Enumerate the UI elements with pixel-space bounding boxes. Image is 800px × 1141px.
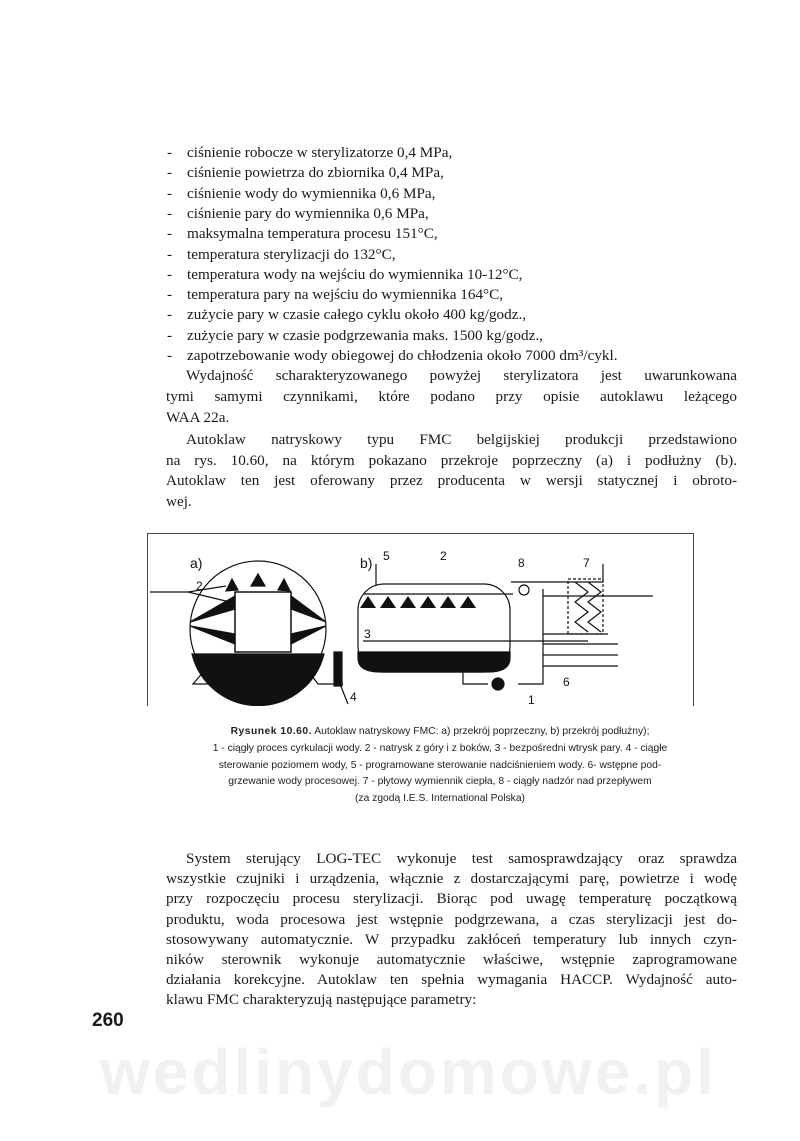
- label-6: 6: [563, 675, 570, 689]
- text-line: klawu FMC charakteryzują następujące parametry:: [166, 991, 477, 1009]
- text-line: stosowywany automatycznie. W przypadku zakłóceń temperatury lub innych czyn-: [166, 930, 737, 948]
- text-line: na rys. 10.60, na którym pokazano przekroje poprzeczny (a) i podłużny (b).: [166, 452, 737, 469]
- label-1: 1: [528, 693, 535, 706]
- label-7: 7: [583, 556, 590, 570]
- cross-section-diagram: [150, 561, 357, 706]
- text-line: tymi samymi czynnikami, które podano przy opisie autoklawu leżącego: [166, 388, 737, 405]
- label-5: 5: [383, 549, 390, 563]
- text-line: wszystkie czujniki i urządzenia, włącznie z dostarczającymi parę, powietrze i wodę: [166, 870, 737, 888]
- list-dash: -: [167, 306, 173, 324]
- label-8: 8: [518, 556, 525, 570]
- label-3: 3: [364, 627, 371, 641]
- list-dash: -: [167, 326, 173, 344]
- caption-text: Autoklaw natryskowy FMC: a) przekrój poprzeczny, b) przekrój podłużny);: [314, 726, 650, 737]
- caption-line: (za zgodą I.E.S. International Polska): [355, 793, 525, 804]
- caption-label: Rysunek 10.60.: [230, 726, 312, 737]
- text-line: przy rozpoczęciu procesu sterylizacji. Biorąc pod uwagę temperaturę początkową: [166, 890, 737, 908]
- list-item: ciśnienie wody do wymiennika 0,6 MPa,: [187, 184, 436, 202]
- list-item: ciśnienie robocze w sterylizatorze 0,4 MPa,: [187, 144, 453, 161]
- list-dash: -: [167, 204, 173, 222]
- list-item: zużycie pary w czasie całego cyklu około 400 kg/godz.,: [187, 306, 527, 324]
- label-a: a): [190, 555, 203, 571]
- figure-autoclave-diagram: [147, 533, 694, 706]
- text-line: Autoklaw natryskowy typu FMC belgijskiej produkcji przedstawiono: [186, 431, 737, 448]
- label-2b: 2: [440, 549, 447, 563]
- list-dash: -: [167, 225, 173, 243]
- list-item: temperatura sterylizacji do 132°C,: [187, 245, 396, 263]
- label-2a: 2: [196, 579, 203, 593]
- list-item: ciśnienie pary do wymiennika 0,6 MPa,: [187, 204, 429, 222]
- list-item: zużycie pary w czasie podgrzewania maks. 1500 kg/godz.,: [187, 326, 543, 344]
- text-line: ników sterownik wykonuje automatycznie właściwe, wstępnie zaprogramowane: [166, 951, 737, 968]
- text-line: Autoklaw ten jest oferowany przez producenta w wersji statycznej i obroto-: [166, 472, 737, 489]
- text-line: Wydajność scharakteryzowanego powyżej sterylizatora jest uwarunkowana: [186, 367, 737, 384]
- list-dash: -: [167, 164, 173, 182]
- text-line: działania korekcyjne. Autoklaw ten spełnia wymagania HACCP. Wydajność auto-: [166, 971, 737, 989]
- label-b: b): [360, 555, 373, 571]
- longitudinal-section-diagram: [358, 549, 653, 706]
- caption-line: sterowanie poziomem wody, 5 - programowane sterowanie nadciśnieniem wody. 6- wstępne pod-: [218, 760, 662, 771]
- caption-line: [150, 726, 730, 737]
- list-item: zapotrzebowanie wody obiegowej do chłodzenia około 7000 dm³/cykl.: [187, 347, 618, 364]
- label-4: 4: [350, 690, 357, 704]
- watermark: wedlinydomowe.pl: [100, 1036, 717, 1108]
- list-dash: -: [167, 347, 173, 364]
- list-item: maksymalna temperatura procesu 151°C,: [187, 225, 438, 243]
- text-line: System sterujący LOG-TEC wykonuje test samosprawdzający oraz sprawdza: [186, 850, 737, 867]
- page-number: 260: [92, 1010, 124, 1031]
- list-dash: -: [167, 286, 173, 304]
- list-dash: -: [167, 245, 173, 263]
- caption-line: 1 - ciągły proces cyrkulacji wody. 2 - natrysk z góry i z boków, 3 - bezpośredni wtrysk pary. 4 - ciągłe: [212, 743, 668, 754]
- list-dash: -: [167, 265, 173, 283]
- text-line: wej.: [166, 493, 192, 510]
- list-dash: -: [167, 184, 173, 202]
- list-item: temperatura wody na wejściu do wymiennika 10-12°C,: [187, 265, 523, 283]
- caption-line: grzewanie wody procesowej. 7 - płytowy wymiennik ciepła, 8 - ciągły nadzór nad przepływem: [228, 776, 652, 787]
- text-line: produktu, woda procesowa jest wstępnie podgrzewana, a czas sterylizacji jest do-: [166, 910, 737, 928]
- list-item: temperatura pary na wejściu do wymiennika 164°C,: [187, 286, 504, 304]
- text-line: WAA 22a.: [166, 409, 230, 426]
- list-item: ciśnienie powietrza do zbiornika 0,4 MPa,: [187, 164, 444, 182]
- list-dash: -: [167, 144, 173, 161]
